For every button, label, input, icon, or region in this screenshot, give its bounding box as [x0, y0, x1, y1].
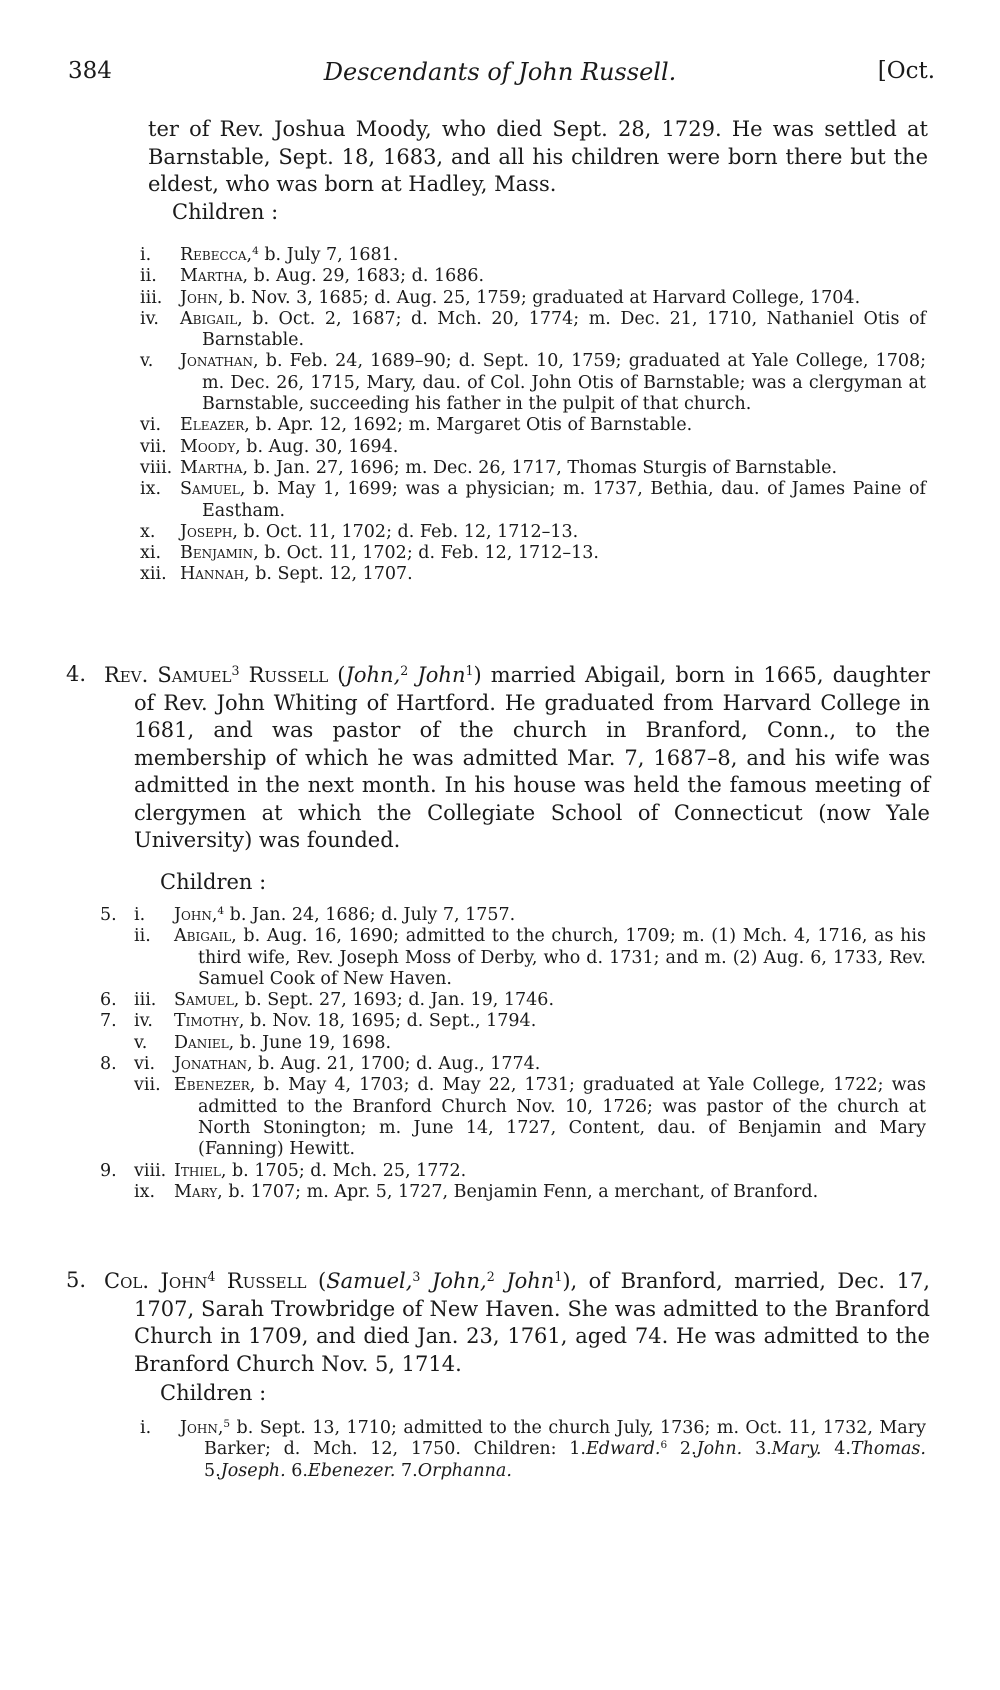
generation-sup: 2: [400, 663, 409, 679]
grandchild-number: 1.: [569, 1439, 586, 1460]
lineage: John: [417, 663, 466, 687]
paren: ),: [562, 1269, 578, 1293]
child-text: b. June 19, 1698.: [234, 1032, 392, 1053]
section-4-surname: Russell: [248, 663, 329, 687]
child-text: b. May 4, 1703; d. May 22, 1731; graduated at Yale College, 1722; was admitted to the Branford Church Nov. 10, 1726; was pastor of the church at North Stonington; m. June 14, 1727, Content, dau. of Benjamin and Mary (Fanning) Hewitt.: [198, 1075, 926, 1160]
child-name: Daniel,: [174, 1032, 235, 1053]
grandchild-number: 2.: [679, 1439, 697, 1460]
section-5-text: of Branford, married, Dec. 17, 1707, Sarah Trowbridge of New Haven. She was admitted to the Branford Church in 1709, and died Jan. 23, 1761, aged 74. He was admitted to the Branford Church Nov. 5, 1714.: [134, 1269, 930, 1376]
child-number: v.: [134, 1032, 148, 1053]
child-text: b. Nov. 18, 1695; d. Sept., 1794.: [244, 1011, 537, 1032]
child-entry: [140, 245, 926, 266]
child-text: b. Oct. 11, 1702; d. Feb. 12, 1712–13.: [237, 521, 579, 542]
child-entry: [100, 905, 926, 926]
paren: ): [473, 663, 482, 687]
child-name: Martha,: [180, 457, 249, 478]
child-number: vii.: [134, 1075, 161, 1096]
child-entry: [140, 479, 926, 522]
child-entry: [100, 1075, 926, 1160]
child-name: Ithiel,: [174, 1160, 227, 1181]
child-entry: [100, 1054, 926, 1075]
section-4-number: 4.: [66, 662, 87, 686]
child-name: Jonathan,: [174, 1054, 253, 1075]
child-entry: [100, 1033, 926, 1054]
child-name: John,: [180, 1418, 224, 1438]
child-number: iii.: [140, 287, 163, 308]
child-text: b. Sept. 27, 1693; d. Jan. 19, 1746.: [239, 990, 555, 1011]
child-number: viii.: [134, 1160, 167, 1181]
section-4-name: Rev. Samuel: [104, 663, 232, 687]
children-label-3: Children :: [160, 1381, 267, 1405]
child-text: b. Apr. 12, 1692; m. Margaret Otis of Barnstable.: [249, 415, 693, 436]
running-title: Descendants of John Russell.: [323, 58, 677, 86]
child-text: b. Oct. 2, 1687; d. Mch. 20, 1774; m. Dec. 21, 1710, Nathaniel Otis of Barnstable.: [202, 308, 926, 351]
grandchild-number: 5.: [204, 1460, 221, 1481]
child-number: i.: [134, 905, 146, 925]
child-name: Eleazer,: [180, 415, 250, 436]
child-name: Mary,: [174, 1181, 223, 1202]
child-details: [174, 926, 926, 990]
generation-sup: 5: [223, 1418, 231, 1431]
child-details: [174, 1011, 926, 1032]
child-name: John,: [180, 287, 224, 308]
issue-month: [Oct.: [877, 58, 935, 84]
child-name: John,: [174, 905, 218, 925]
page-header: [0, 58, 1000, 98]
children-label-2: Children :: [160, 870, 267, 894]
child-entry: [140, 564, 926, 585]
family-number: 8.: [100, 1054, 117, 1075]
child-entry: [100, 990, 926, 1011]
section-5-number: 5.: [66, 1268, 87, 1292]
child-number: x.: [140, 521, 156, 542]
child-text: b. Aug. 16, 1690; admitted to the church, 1709; m. (1) Mch. 4, 1716, as his third wife, Rev. Joseph Moss of Derby, who d. 1731; and m. (2) Aug. 6, 1733, Rev. Samuel Cook of New Haven.: [198, 926, 926, 989]
child-number: ix.: [134, 1181, 156, 1202]
child-entry: [100, 926, 926, 990]
children-list-2: [100, 905, 926, 1203]
child-number: iv.: [140, 308, 159, 329]
child-entry: [100, 1182, 926, 1203]
child-details: [174, 1075, 926, 1160]
child-text: b. Feb. 24, 1689–90; d. Sept. 10, 1759; graduated at Yale College, 1708; m. Dec. 26, 1715, Mary, dau. of Col. John Otis of Barnstable; was a clergyman at Barnstable, succeeding his father in the pulpit of that church.: [202, 351, 926, 415]
child-details: [180, 245, 926, 266]
child-entry: [140, 351, 926, 415]
generation-sup: 6: [660, 1439, 668, 1452]
child-text: b. Jan. 24, 1686; d. July 7, 1757.: [224, 905, 516, 925]
lineage: John,: [431, 1269, 487, 1293]
child-number: iii.: [134, 990, 157, 1011]
paren: (: [337, 663, 346, 687]
child-text: b. Oct. 11, 1702; d. Feb. 12, 1712–13.: [258, 543, 599, 564]
child-name: Jonathan,: [180, 351, 259, 372]
grandchild-name: John.: [696, 1439, 743, 1460]
child-name: Hannah,: [180, 564, 250, 585]
child-details: [180, 564, 926, 585]
family-number: 7.: [100, 1011, 117, 1032]
child-entry: [140, 415, 926, 436]
child-entry: [140, 288, 926, 309]
child-text: b. Aug. 29, 1683; d. 1686.: [248, 266, 485, 287]
children-list-3: [140, 1418, 926, 1482]
family-number: 9.: [100, 1160, 117, 1181]
child-details: [174, 1033, 926, 1054]
child-entry: [100, 1011, 926, 1032]
child-details: [180, 479, 926, 522]
lineage: Samuel,: [326, 1269, 413, 1293]
child-name: Benjamin,: [180, 543, 259, 564]
grandchild-name: Mary.: [771, 1439, 822, 1460]
child-entry: [140, 266, 926, 287]
child-text: b. Aug. 30, 1694.: [240, 436, 399, 457]
child-name: Abigail,: [180, 308, 243, 329]
child-number: iv.: [134, 1011, 153, 1032]
generation-sup: 2: [486, 1269, 495, 1285]
child-text: b. Jan. 27, 1696; m. Dec. 26, 1717, Thomas Sturgis of Barnstable.: [248, 457, 838, 478]
child-details: [180, 266, 926, 287]
section-5-name: Col. John: [104, 1269, 208, 1293]
section-5-paragraph: [104, 1268, 930, 1378]
child-name: Timothy,: [174, 1011, 245, 1032]
child-entry: [140, 543, 926, 564]
child-text: b. 1705; d. Mch. 25, 1772.: [226, 1160, 467, 1181]
child-entry: [100, 1161, 926, 1182]
child-number: i.: [140, 245, 152, 265]
child-name: Samuel,: [174, 990, 240, 1011]
grandchild-number: 4.: [834, 1439, 851, 1460]
child-details: [174, 1182, 926, 1203]
child-details: [174, 905, 926, 926]
children-label-1: Children :: [172, 200, 279, 224]
child-number: ix.: [140, 479, 162, 500]
child-details: [180, 522, 926, 543]
grandchild-name: Orphanna.: [417, 1460, 512, 1481]
child-entry: [140, 522, 926, 543]
generation-sup: 4: [217, 905, 225, 918]
child-details: [180, 458, 926, 479]
child-entry: [140, 309, 926, 352]
children-list-1: [140, 245, 926, 586]
child-name: Joseph,: [180, 521, 238, 542]
child-details: [174, 990, 926, 1011]
child-details: [174, 1161, 926, 1182]
lineage: John,: [345, 663, 401, 687]
child-number: vi.: [140, 415, 162, 436]
section-4-text: married Abigail, born in 1665, daughter of Rev. John Whiting of Hartford. He graduated from Harvard College in 1681, and was pastor of the church in Branford, Conn., to the membership of which he was admitted Mar. 7, 1687–8, and his wife was admitted in the next month. In his house was held the famous meeting of clergymen at which the Collegiate School of Connecticut (now Yale University) was founded.: [134, 663, 930, 852]
child-number: vi.: [134, 1054, 156, 1075]
family-number: 5.: [100, 905, 117, 925]
grandchild-name: Edward.: [585, 1439, 661, 1460]
child-text: b. 1707; m. Apr. 5, 1727, Benjamin Fenn, a merchant, of Branford.: [222, 1181, 819, 1202]
child-details: [180, 543, 926, 564]
child-details: [180, 437, 926, 458]
child-text: b. Nov. 3, 1685; d. Aug. 25, 1759; graduated at Harvard College, 1704.: [223, 287, 861, 308]
child-details: [180, 288, 926, 309]
child-name: Ebenezer,: [174, 1075, 256, 1096]
child-details: [180, 415, 926, 436]
child-text: b. Sept. 12, 1707.: [249, 564, 413, 585]
child-name: Martha,: [180, 266, 249, 287]
child-number: xi.: [140, 543, 162, 564]
child-text: b. Sept. 13, 1710; admitted to the church July, 1736; m. Oct. 11, 1732, Mary Barker; d. Mch. 12, 1750. Children:: [204, 1418, 926, 1460]
child-number: vii.: [140, 436, 167, 457]
generation-sup: 3: [231, 663, 240, 679]
generation-sup: 3: [412, 1269, 421, 1285]
section-5-surname: Russell: [226, 1269, 307, 1293]
child-text: b. May 1, 1699; was a physician; m. 1737, Bethia, dau. of James Paine of Eastham.: [202, 479, 926, 521]
child-number: v.: [140, 351, 154, 372]
grandchild-name: Joseph.: [220, 1460, 286, 1481]
child-text: b. Aug. 21, 1700; d. Aug., 1774.: [252, 1054, 541, 1075]
section-4-paragraph: [104, 662, 930, 855]
child-details: [180, 309, 926, 352]
grandchild-name: Thomas.: [850, 1439, 926, 1460]
child-entry: [140, 1418, 926, 1482]
child-name: Abigail,: [174, 926, 237, 947]
intro-paragraph: ter of Rev. Joshua Moody, who died Sept. 28, 1729. He was settled at Barnstable, Sept. 18, 1683, and all his children were born there but the eldest, who was born at Hadley, Mass.: [148, 117, 928, 196]
child-number: ii.: [134, 926, 151, 947]
child-details: [180, 1418, 926, 1482]
child-entry: [140, 437, 926, 458]
child-details: [174, 1054, 926, 1075]
family-number: 6.: [100, 990, 117, 1011]
child-text: b. July 7, 1681.: [258, 245, 399, 265]
lineage: John: [506, 1269, 555, 1293]
child-name: Samuel,: [180, 479, 246, 500]
grandchild-number: 3.: [754, 1439, 772, 1460]
child-name: Moody,: [180, 436, 241, 457]
generation-sup: 4: [252, 245, 259, 258]
generation-sup: 1: [554, 1269, 563, 1285]
child-entry: [140, 458, 926, 479]
generation-sup: 1: [465, 663, 474, 679]
grandchild-number: 6.: [291, 1460, 308, 1481]
page-number: 384: [68, 58, 112, 84]
child-name: Rebecca,: [180, 245, 253, 265]
grandchild-number: 7.: [401, 1460, 418, 1481]
generation-sup: 4: [207, 1269, 216, 1285]
child-number: xii.: [140, 564, 167, 585]
child-details: [180, 351, 926, 415]
paren: (: [318, 1269, 327, 1293]
child-number: ii.: [140, 266, 157, 287]
child-number: viii.: [140, 457, 173, 478]
grandchild-name: Ebenezer.: [307, 1460, 396, 1481]
child-number: i.: [140, 1418, 152, 1438]
